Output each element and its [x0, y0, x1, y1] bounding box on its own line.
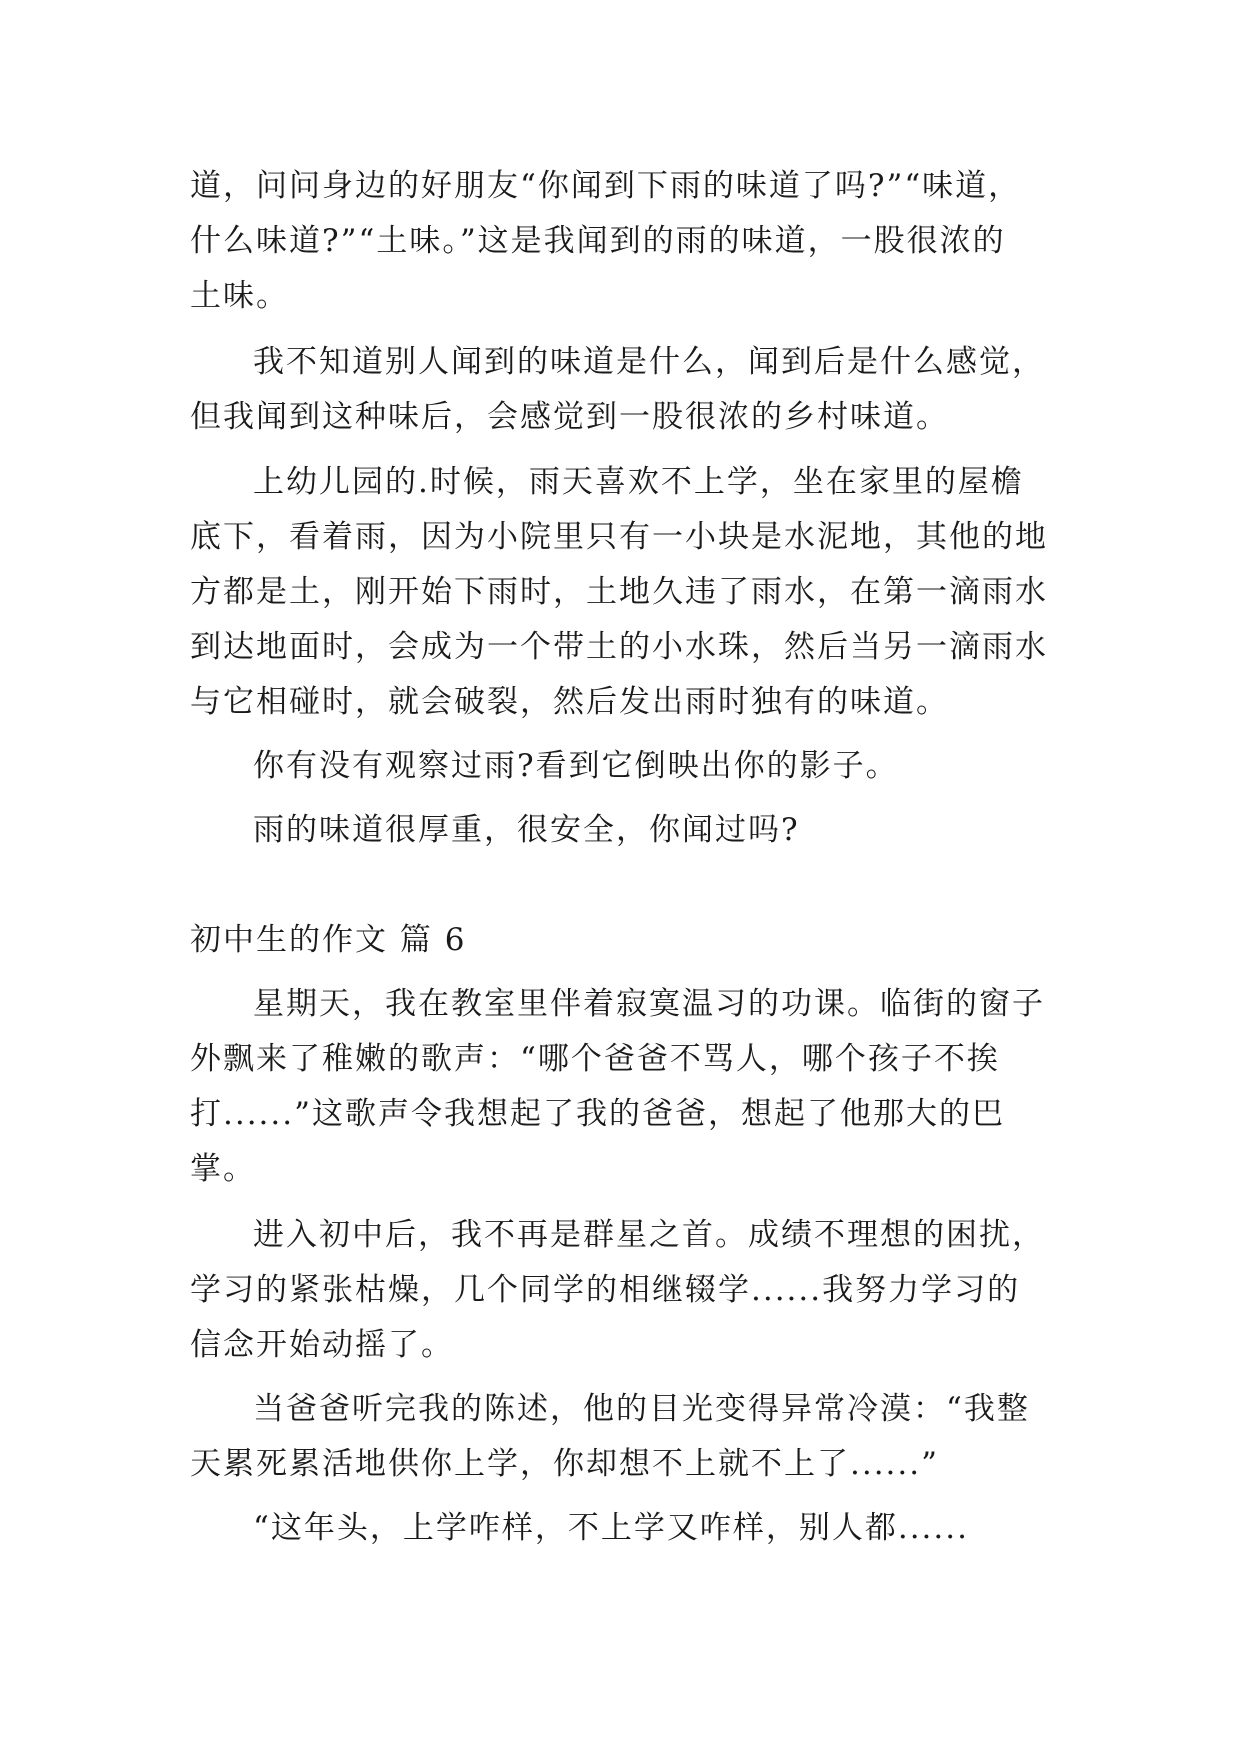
text-line: 道，问问身边的好朋友“你闻到下雨的味道了吗?”“味道，	[190, 168, 1022, 204]
paragraph-first-line: 雨的味道很厚重，很安全，你闻过吗?	[253, 812, 800, 848]
text-line: 到达地面时，会成为一个带土的小水珠，然后当另一滴雨水	[190, 629, 1048, 665]
text-line: 外飘来了稚嫩的歌声：“哪个爸爸不骂人，哪个孩子不挨	[190, 1041, 1000, 1077]
text-line: 与它相碰时，就会破裂，然后发出雨时独有的味道。	[190, 684, 949, 720]
text-line: 打......”这歌声令我想起了我的爸爸，想起了他那大的巴	[190, 1096, 1005, 1132]
text-line: 学习的紧张枯燥，几个同学的相继辍学......我努力学习的	[190, 1272, 1021, 1308]
text-line: 天累死累活地供你上学，你却想不上就不上了......”	[190, 1446, 939, 1482]
text-line: 土味。	[190, 278, 289, 314]
paragraph-first-line: 你有没有观察过雨?看到它倒映出你的影子。	[253, 748, 899, 784]
text-line: 方都是土，刚开始下雨时，土地久违了雨水，在第一滴雨水	[190, 574, 1048, 610]
paragraph-first-line: 我不知道别人闻到的味道是什么，闻到后是什么感觉，	[253, 344, 1045, 380]
text-line: 但我闻到这种味后，会感觉到一股很浓的乡村味道。	[190, 399, 949, 435]
section-heading: 初中生的作文 篇 6	[190, 922, 467, 958]
text-line: 掌。	[190, 1151, 256, 1187]
paragraph-first-line: 上幼儿园的.时候，雨天喜欢不上学，坐在家里的屋檐	[253, 464, 1024, 500]
paragraph-first-line: 进入初中后，我不再是群星之首。成绩不理想的困扰，	[253, 1217, 1045, 1253]
text-line: 底下，看着雨，因为小院里只有一小块是水泥地，其他的地	[190, 519, 1048, 555]
paragraph-first-line: “这年头，上学咋样，不上学又咋样，别人都......	[253, 1510, 969, 1546]
paragraph-first-line: 当爸爸听完我的陈述，他的目光变得异常冷漠：“我整	[253, 1391, 1030, 1427]
text-line: 什么味道?”“土味。”这是我闻到的雨的味道，一股很浓的	[190, 223, 1006, 259]
text-line: 信念开始动摇了。	[190, 1327, 454, 1363]
paragraph-first-line: 星期天，我在教室里伴着寂寞温习的功课。临街的窗子	[253, 986, 1045, 1022]
